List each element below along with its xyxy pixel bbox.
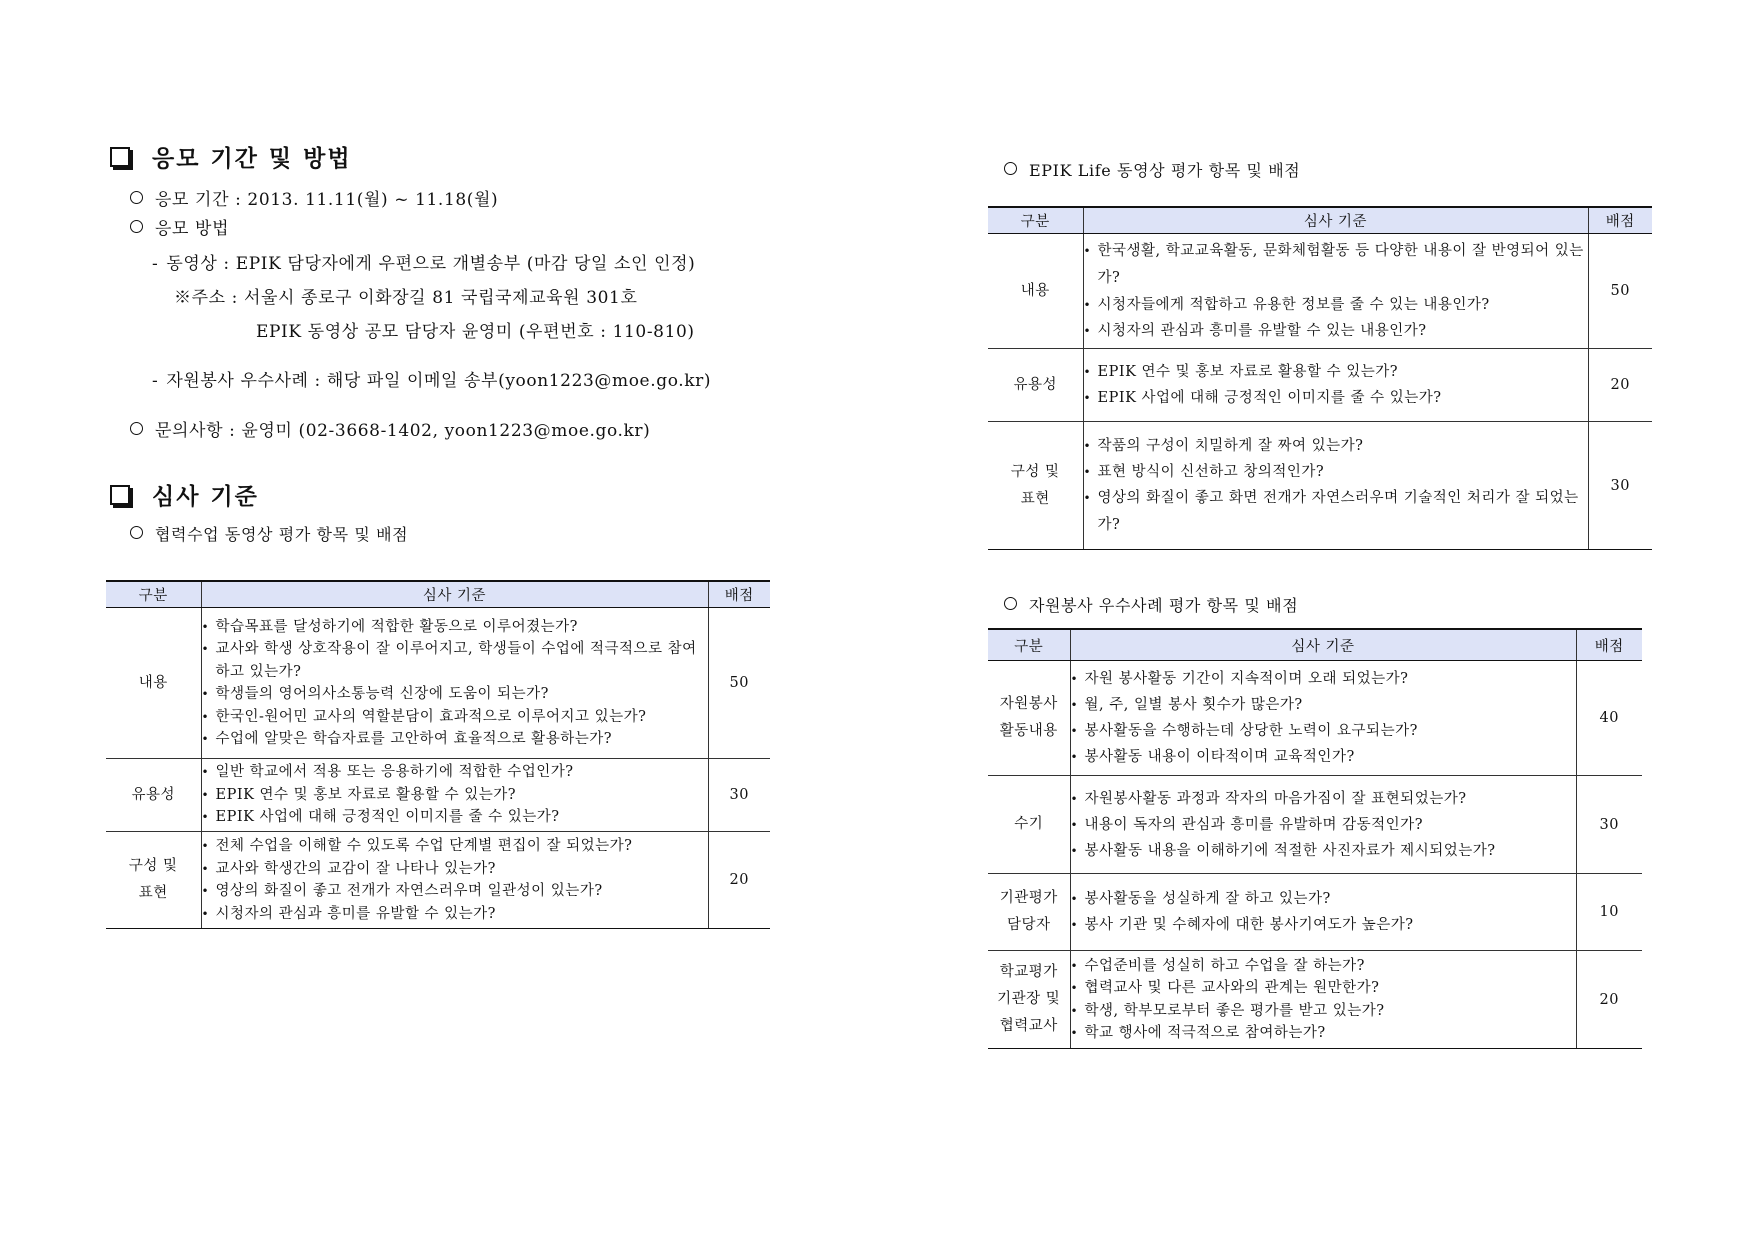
row-category: 기관평가 담당자	[988, 874, 1070, 951]
criteria-item: • 학생, 학부모로부터 좋은 평가를 받고 있는가?	[1071, 1000, 1576, 1023]
criteria-item: • 내용이 독자의 관심과 흥미를 유발하며 감동적인가?	[1071, 812, 1576, 838]
row-score: 30	[1588, 422, 1652, 550]
period-line: 응모 기간 : 2013. 11.11(월) ~ 11.18(월)	[130, 185, 498, 210]
table-row	[988, 874, 1642, 951]
criteria-item: • 영상의 화질이 좋고 화면 전개가 자연스러우며 기술적인 처리가 잘 되었는가?	[1084, 485, 1588, 539]
criteria-item: • EPIK 연수 및 홍보 자료로 활용할 수 있는가?	[202, 784, 708, 807]
address-line-2: EPIK 동영상 공모 담당자 윤영미 (우편번호 : 110-810)	[256, 322, 695, 342]
table-row	[106, 759, 770, 832]
criteria-item: • 봉사 기관 및 수혜자에 대한 봉사기여도가 높은가?	[1071, 912, 1576, 938]
criteria-item: • 표현 방식이 신선하고 창의적인가?	[1084, 459, 1588, 485]
criteria-item: • 교사와 학생 상호작용이 잘 이루어지고, 학생들이 수업에 적극적으로 참여하고 있는가?	[202, 638, 708, 683]
criteria-item: • 월, 주, 일별 봉사 횟수가 많은가?	[1071, 692, 1576, 718]
header-criteria: 심사 기준	[201, 581, 708, 608]
table3-caption: 자원봉사 우수사례 평가 항목 및 배점	[1004, 593, 1298, 616]
row-category: 유용성	[106, 759, 201, 832]
row-score: 20	[1576, 951, 1642, 1049]
criteria-item: • 자원봉사활동 과정과 작자의 마음가짐이 잘 표현되었는가?	[1071, 786, 1576, 812]
address-line-1: ※주소 : 서울시 종로구 이화장길 81 국립국제교육원 301호	[174, 288, 638, 308]
header-criteria: 심사 기준	[1070, 629, 1576, 661]
header-score: 배점	[708, 581, 770, 608]
criteria-item: • 수업준비를 성실히 하고 수업을 잘 하는가?	[1071, 955, 1576, 978]
row-score: 40	[1576, 661, 1642, 776]
row-items	[1083, 349, 1588, 422]
header-score: 배점	[1576, 629, 1642, 661]
inquiry-line: 문의사항 : 윤영미 (02-3668-1402, yoon1223@moe.go.kr)	[130, 416, 650, 441]
circle-bullet-icon	[130, 191, 143, 204]
table-collab-video	[106, 580, 770, 929]
table-row	[106, 608, 770, 759]
criteria-item: • 시청자의 관심과 흥미를 유발할 수 있는 내용인가?	[1084, 318, 1588, 344]
criteria-item: • 시청자들에게 적합하고 유용한 정보를 줄 수 있는 내용인가?	[1084, 292, 1588, 318]
row-score: 20	[1588, 349, 1652, 422]
header-score: 배점	[1588, 207, 1652, 234]
header-category: 구분	[988, 207, 1083, 234]
row-score: 10	[1576, 874, 1642, 951]
row-score: 30	[708, 759, 770, 832]
checkbox-square-icon	[110, 485, 130, 505]
criteria-item: • 전체 수업을 이해할 수 있도록 수업 단계별 편집이 잘 되었는가?	[202, 835, 708, 858]
row-category: 구성 및 표현	[988, 422, 1083, 550]
criteria-item: • 교사와 학생간의 교감이 잘 나타나 있는가?	[202, 858, 708, 881]
table-epik-life-video	[988, 206, 1652, 550]
criteria-item: • 학생들의 영어의사소통능력 신장에 도움이 되는가?	[202, 683, 708, 706]
criteria-item: • 학교 행사에 적극적으로 참여하는가?	[1071, 1022, 1576, 1045]
circle-bullet-icon	[130, 220, 143, 233]
criteria-item: • 영상의 화질이 좋고 전개가 자연스러우며 일관성이 있는가?	[202, 880, 708, 903]
row-category: 유용성	[988, 349, 1083, 422]
criteria-item: • 협력교사 및 다른 교사와의 관계는 원만한가?	[1071, 977, 1576, 1000]
criteria-item: • 봉사활동 내용을 이해하기에 적절한 사진자료가 제시되었는가?	[1071, 838, 1576, 864]
row-items	[201, 832, 708, 929]
row-category: 내용	[988, 234, 1083, 349]
criteria-item: • 일반 학교에서 적용 또는 응용하기에 적합한 수업인가?	[202, 761, 708, 784]
criteria-item: • EPIK 사업에 대해 긍정적인 이미지를 줄 수 있는가?	[1084, 385, 1588, 411]
table2-caption: EPIK Life 동영상 평가 항목 및 배점	[1004, 158, 1300, 181]
table-row	[988, 349, 1652, 422]
row-items	[1083, 422, 1588, 550]
video-line: - 동영상 : EPIK 담당자에게 우편으로 개별송부 (마감 당일 소인 인정)	[152, 254, 696, 274]
circle-bullet-icon	[1004, 597, 1017, 610]
table-row	[988, 776, 1642, 874]
criteria-item: • 봉사활동을 성실하게 잘 하고 있는가?	[1071, 886, 1576, 912]
row-items	[201, 608, 708, 759]
header-category: 구분	[106, 581, 201, 608]
row-category: 수기	[988, 776, 1070, 874]
table-volunteer-case	[988, 628, 1642, 1049]
circle-bullet-icon	[130, 526, 143, 539]
criteria-item: • 봉사활동 내용이 이타적이며 교육적인가?	[1071, 744, 1576, 770]
row-score: 50	[1588, 234, 1652, 349]
row-category: 내용	[106, 608, 201, 759]
section-title-criteria	[108, 478, 259, 511]
section-title-text: 응모 기간 및 방법	[152, 146, 352, 172]
row-category: 자원봉사 활동내용	[988, 661, 1070, 776]
criteria-item: • 한국생활, 학교교육활동, 문화체험활동 등 다양한 내용이 잘 반영되어 있는가?	[1084, 238, 1588, 292]
criteria-item: • EPIK 연수 및 홍보 자료로 활용할 수 있는가?	[1084, 359, 1588, 385]
header-criteria: 심사 기준	[1083, 207, 1588, 234]
table-row	[988, 951, 1642, 1049]
circle-bullet-icon	[130, 422, 143, 435]
row-items	[1070, 661, 1576, 776]
table-row	[988, 661, 1642, 776]
section-title-application	[108, 140, 352, 173]
criteria-item: • 한국인-원어민 교사의 역할분담이 효과적으로 이루어지고 있는가?	[202, 706, 708, 729]
criteria-item: • 작품의 구성이 치밀하게 잘 짜여 있는가?	[1084, 433, 1588, 459]
row-items	[1070, 776, 1576, 874]
row-category: 구성 및 표현	[106, 832, 201, 929]
row-items	[1070, 874, 1576, 951]
criteria-item: • 시청자의 관심과 흥미를 유발할 수 있는가?	[202, 903, 708, 926]
table-row	[988, 422, 1652, 550]
header-category: 구분	[988, 629, 1070, 661]
row-items	[201, 759, 708, 832]
table1-caption: 협력수업 동영상 평가 항목 및 배점	[130, 522, 408, 545]
table-row	[106, 832, 770, 929]
circle-bullet-icon	[1004, 162, 1017, 175]
row-items	[1083, 234, 1588, 349]
row-category: 학교평가 기관장 및 협력교사	[988, 951, 1070, 1049]
row-score: 50	[708, 608, 770, 759]
volunteer-line: - 자원봉사 우수사례 : 해당 파일 이메일 송부(yoon1223@moe.go.kr)	[152, 371, 712, 391]
checkbox-square-icon	[110, 147, 130, 167]
criteria-item: • 학습목표를 달성하기에 적합한 활동으로 이루어졌는가?	[202, 616, 708, 639]
criteria-item: • EPIK 사업에 대해 긍정적인 이미지를 줄 수 있는가?	[202, 806, 708, 829]
criteria-item: • 수업에 알맞은 학습자료를 고안하여 효율적으로 활용하는가?	[202, 728, 708, 751]
section-title-text: 심사 기준	[152, 484, 259, 510]
method-label: 응모 방법	[130, 214, 229, 239]
row-score: 30	[1576, 776, 1642, 874]
criteria-item: • 자원 봉사활동 기간이 지속적이며 오래 되었는가?	[1071, 666, 1576, 692]
row-score: 20	[708, 832, 770, 929]
table-row	[988, 234, 1652, 349]
criteria-item: • 봉사활동을 수행하는데 상당한 노력이 요구되는가?	[1071, 718, 1576, 744]
row-items	[1070, 951, 1576, 1049]
